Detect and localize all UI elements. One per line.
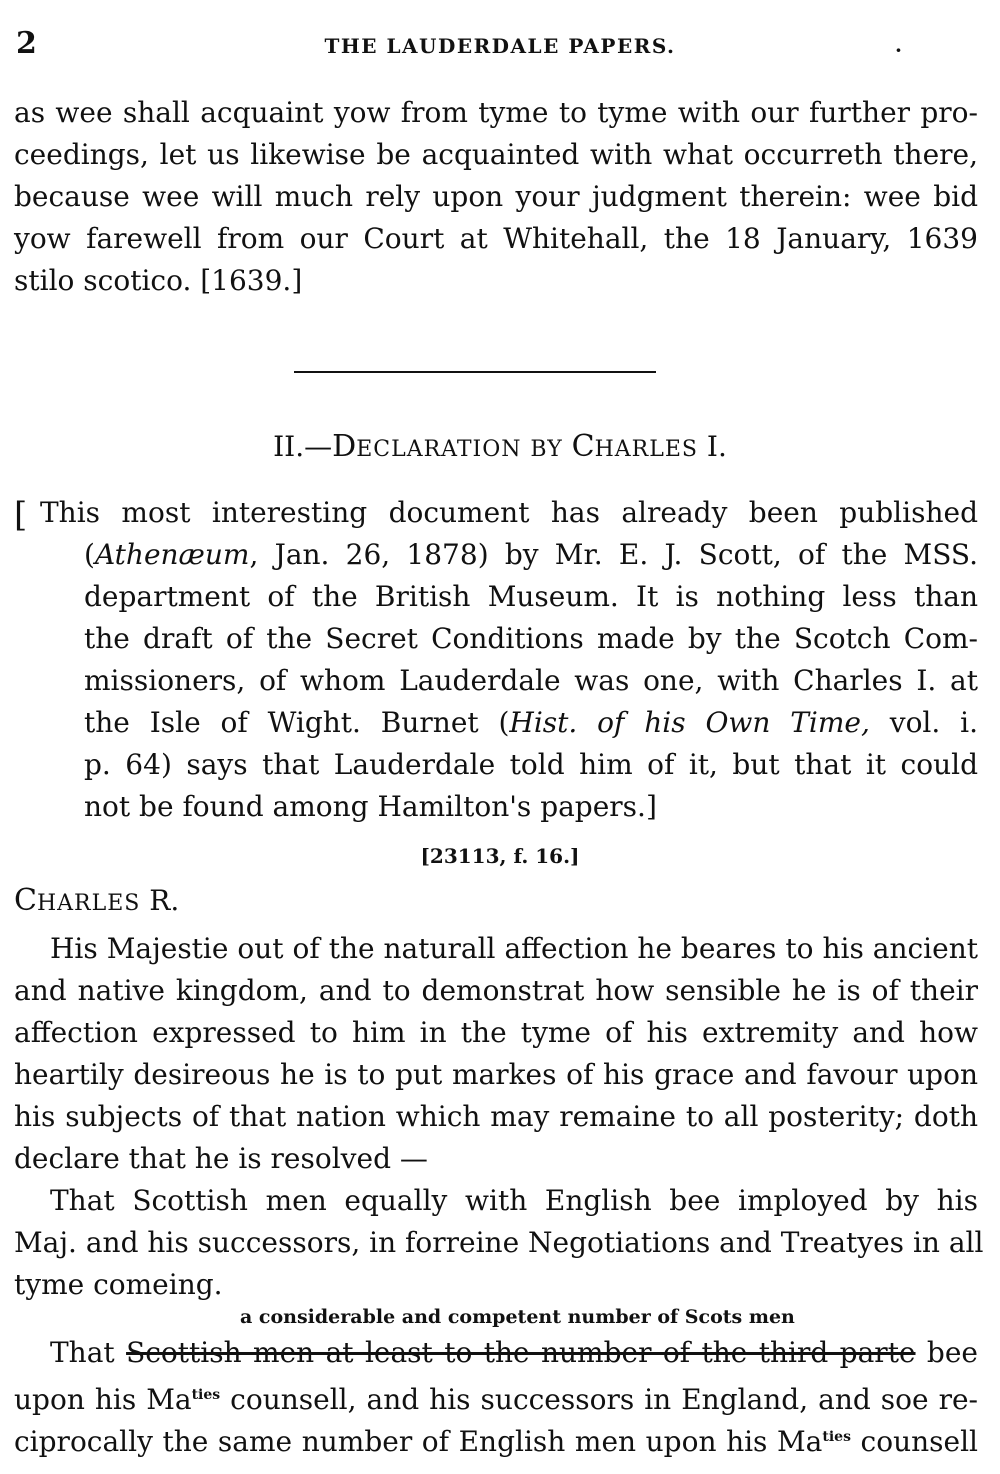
body-line: heartily desireous he is to put markes of his grace and favour upon [14,1058,978,1091]
body-line: That Scottish men equally with English bee imployed by his [50,1184,978,1217]
note-line: (Athenæum, Jan. 26, 1878) by Mr. E. J. Scott, of the MSS. [84,538,978,571]
section-numeral: II.— [273,430,333,463]
body-line: and native kingdom, and to demonstrat how sensible he is of their [14,974,978,1007]
note-line: the draft of the Secret Conditions made by the Scotch Com- [84,622,978,655]
opening-line: ceedings, let us likewise be acquainted with what occurreth there, [14,138,978,171]
note-line: missioners, of whom Lauderdale was one, with Charles I. at [84,664,978,697]
page-header [14,26,986,66]
running-title: THE LAUDERDALE PAPERS. [324,34,676,58]
manuscript-reference: [23113, f. 16.] [420,844,580,868]
section-title: II.—DECLARATION BY CHARLES I. [273,429,727,464]
body-line: his subjects of that nation which may remaine to all posterity; doth [14,1100,978,1133]
note-line: p. 64) says that Lauderdale told him of it, but that it could [84,748,978,781]
page-number: 2 [16,26,37,61]
note-line: the Isle of Wight. Burnet (Hist. of his Own Time, vol. i. [84,706,978,739]
note-bracket: [ [14,495,28,535]
section-divider [294,371,656,373]
body-line: affection expressed to him in the tyme of his extremity and how [14,1016,978,1049]
body-line: tyme comeing. [14,1268,223,1301]
opening-line: yow farewell from our Court at Whitehall, the 18 January, 1639 [14,222,978,255]
opening-line: stilo scotico. [1639.] [14,264,303,297]
interlinear-insertion: a considerable and competent number of Scots men [240,1306,795,1328]
body-line: That Scottish men at least to the number of the third parte bee [50,1336,978,1369]
note-line: This most interesting document has already been published [40,496,978,529]
signature: CHARLES R. [14,883,180,918]
body-line: declare that he is resolved — [14,1142,428,1175]
note-line: not be found among Hamilton's papers.] [84,790,657,823]
body-line: upon his $Ma^{ties}$ counsell, and his successors in England, and soe re- [14,1383,978,1416]
stray-mark: · [895,38,902,62]
body-line: His Majestie out of the naturall affection he beares to his ancient [50,932,978,965]
body-line: Maj. and his successors, in forreine Negotiations and Treatyes in all [14,1226,984,1259]
note-line: department of the British Museum. It is nothing less than [84,580,978,613]
body-line: ciprocally the same number of English men upon his $Ma^{ties}$ counsell [14,1425,978,1458]
opening-line: as wee shall acquaint yow from tyme to tyme with our further pro- [14,96,978,129]
opening-line: because wee will much rely upon your judgment therein: wee bid [14,180,978,213]
struck-text: Scottish men at least to the number of the third parte [126,1336,916,1369]
